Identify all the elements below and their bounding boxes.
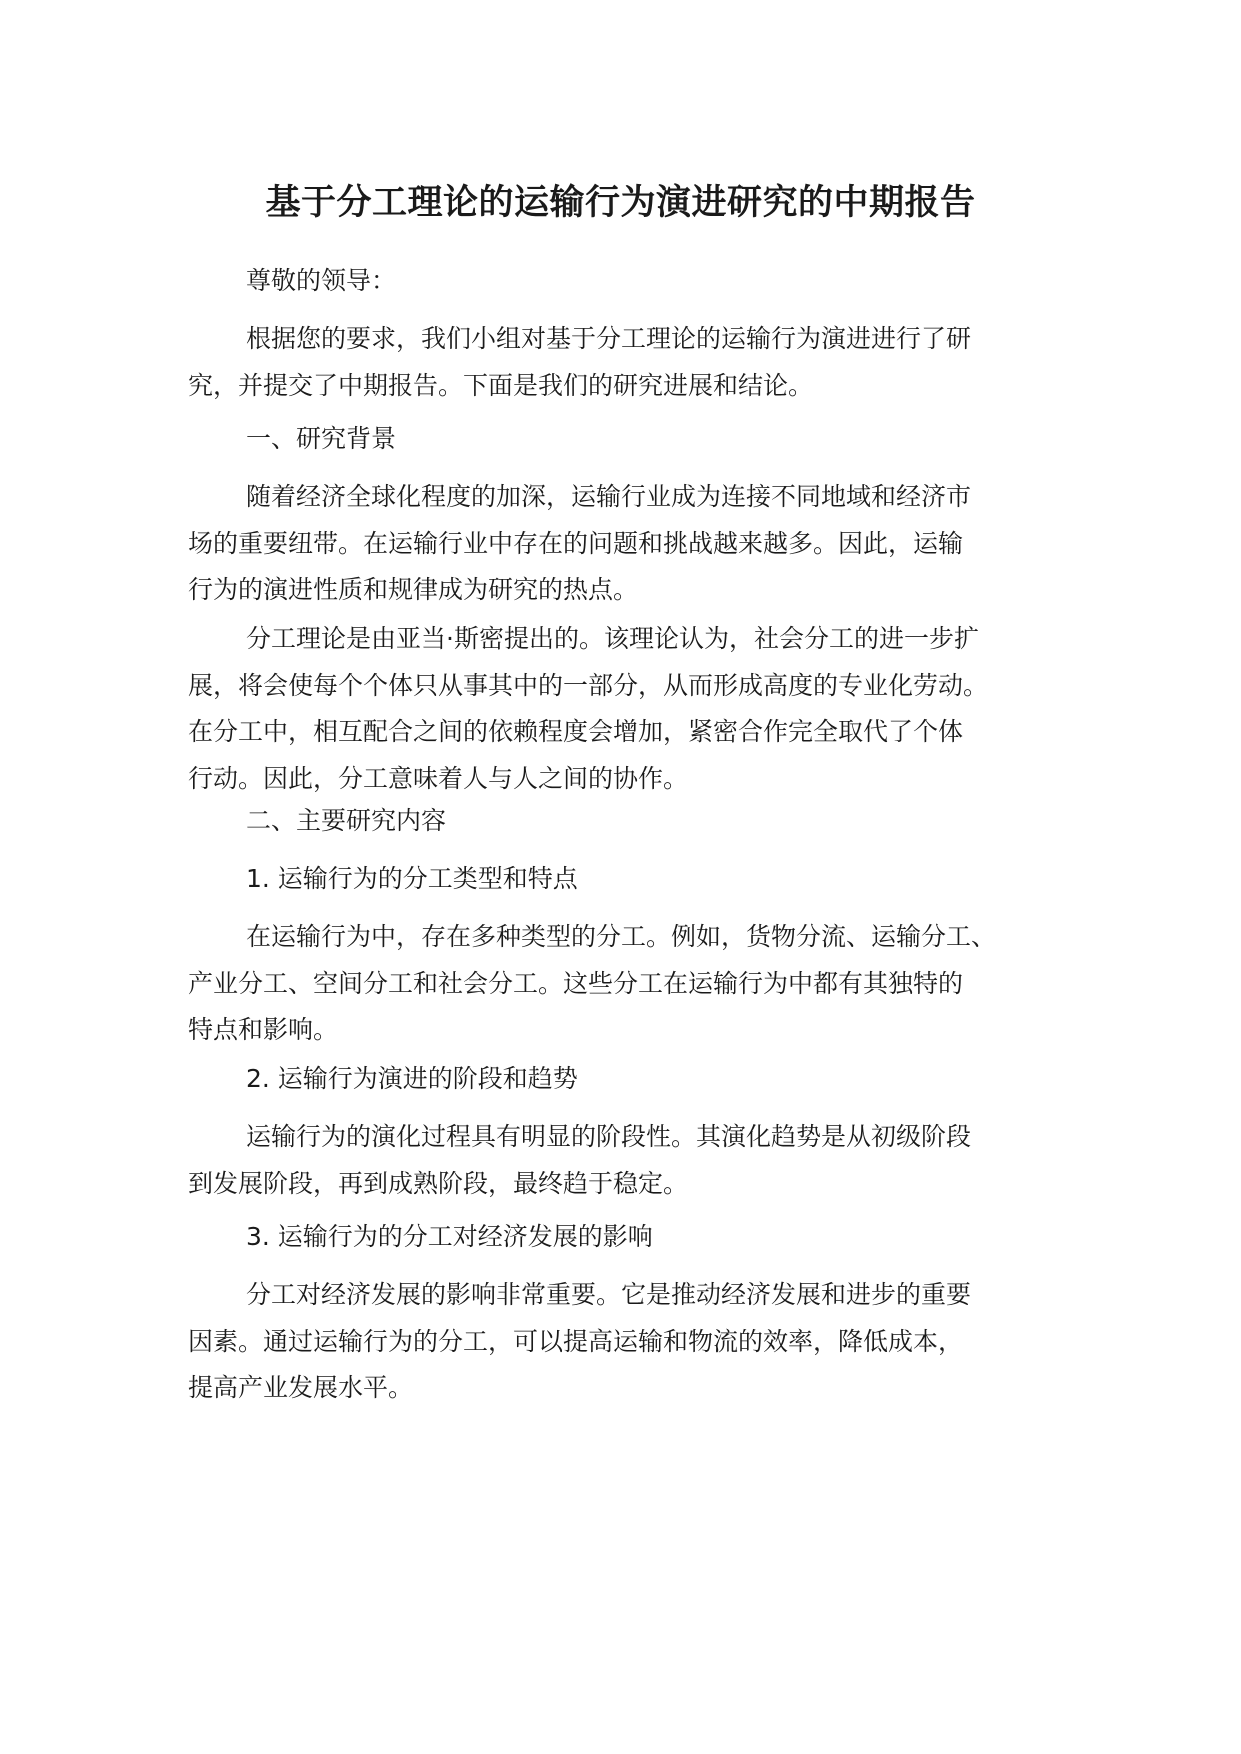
content-paragraph-3: [188, 1272, 1088, 1412]
text-line: 3. 运输行为的分工对经济发展的影响: [246, 1222, 653, 1251]
text-line: 随着经济全球化程度的加深，运输行业成为连接不同地域和经济市: [246, 482, 972, 511]
salutation: [188, 258, 1088, 305]
text-line: 尊敬的领导：: [246, 266, 397, 295]
background-paragraph-2: [188, 616, 1088, 802]
subheading-2: [188, 1056, 1088, 1103]
text-line: 行动。因此，分工意味着人与人之间的协作。: [188, 763, 689, 793]
text-line: 分工对经济发展的影响非常重要。它是推动经济发展和进步的重要: [246, 1280, 972, 1309]
text-line: 分工理论是由亚当·斯密提出的。该理论认为，社会分工的进一步扩: [246, 624, 979, 653]
text-line: 到发展阶段，再到成熟阶段，最终趋于稳定。: [188, 1168, 689, 1198]
text-line: 特点和影响。: [188, 1015, 339, 1044]
text-line: 究，并提交了中期报告。下面是我们的研究进展和结论。: [188, 370, 814, 400]
text-line: 因素。通过运输行为的分工，可以提高运输和物流的效率，降低成本，: [188, 1326, 964, 1356]
text-line: 产业分工、空间分工和社会分工。这些分工在运输行为中都有其独特的: [188, 968, 964, 998]
text-line: 一、研究背景: [246, 424, 397, 453]
section-heading-content: [188, 798, 1088, 845]
content-paragraph-2: [188, 1114, 1088, 1207]
background-paragraph-1: [188, 474, 1088, 614]
content-paragraph-1: [188, 914, 1088, 1054]
text-line: 行为的演进性质和规律成为研究的热点。: [188, 575, 639, 604]
subheading-1: [188, 856, 1088, 903]
text-line: 二、主要研究内容: [246, 806, 447, 835]
text-line: 在分工中，相互配合之间的依赖程度会增加，紧密合作完全取代了个体: [188, 717, 964, 746]
text-line: 提高产业发展水平。: [188, 1373, 414, 1402]
subheading-3: [188, 1214, 1088, 1261]
text-line: 展，将会使每个个体只从事其中的一部分，从而形成高度的专业化劳动。: [188, 670, 989, 700]
text-line: 根据您的要求，我们小组对基于分工理论的运输行为演进进行了研: [246, 324, 972, 353]
section-heading-background: [188, 416, 1088, 463]
text-line: 2. 运输行为演进的阶段和趋势: [246, 1064, 578, 1093]
text-line: 在运输行为中，存在多种类型的分工。例如，货物分流、运输分工、: [246, 922, 997, 951]
document-title: 基于分工理论的运输行为演进研究的中期报告: [265, 183, 976, 223]
text-line: 场的重要纽带。在运输行业中存在的问题和挑战越来越多。因此，运输: [188, 528, 964, 558]
text-line: 运输行为的演化过程具有明显的阶段性。其演化趋势是从初级阶段: [246, 1122, 972, 1151]
intro-paragraph: [188, 316, 1088, 409]
text-line: 1. 运输行为的分工类型和特点: [246, 864, 578, 893]
